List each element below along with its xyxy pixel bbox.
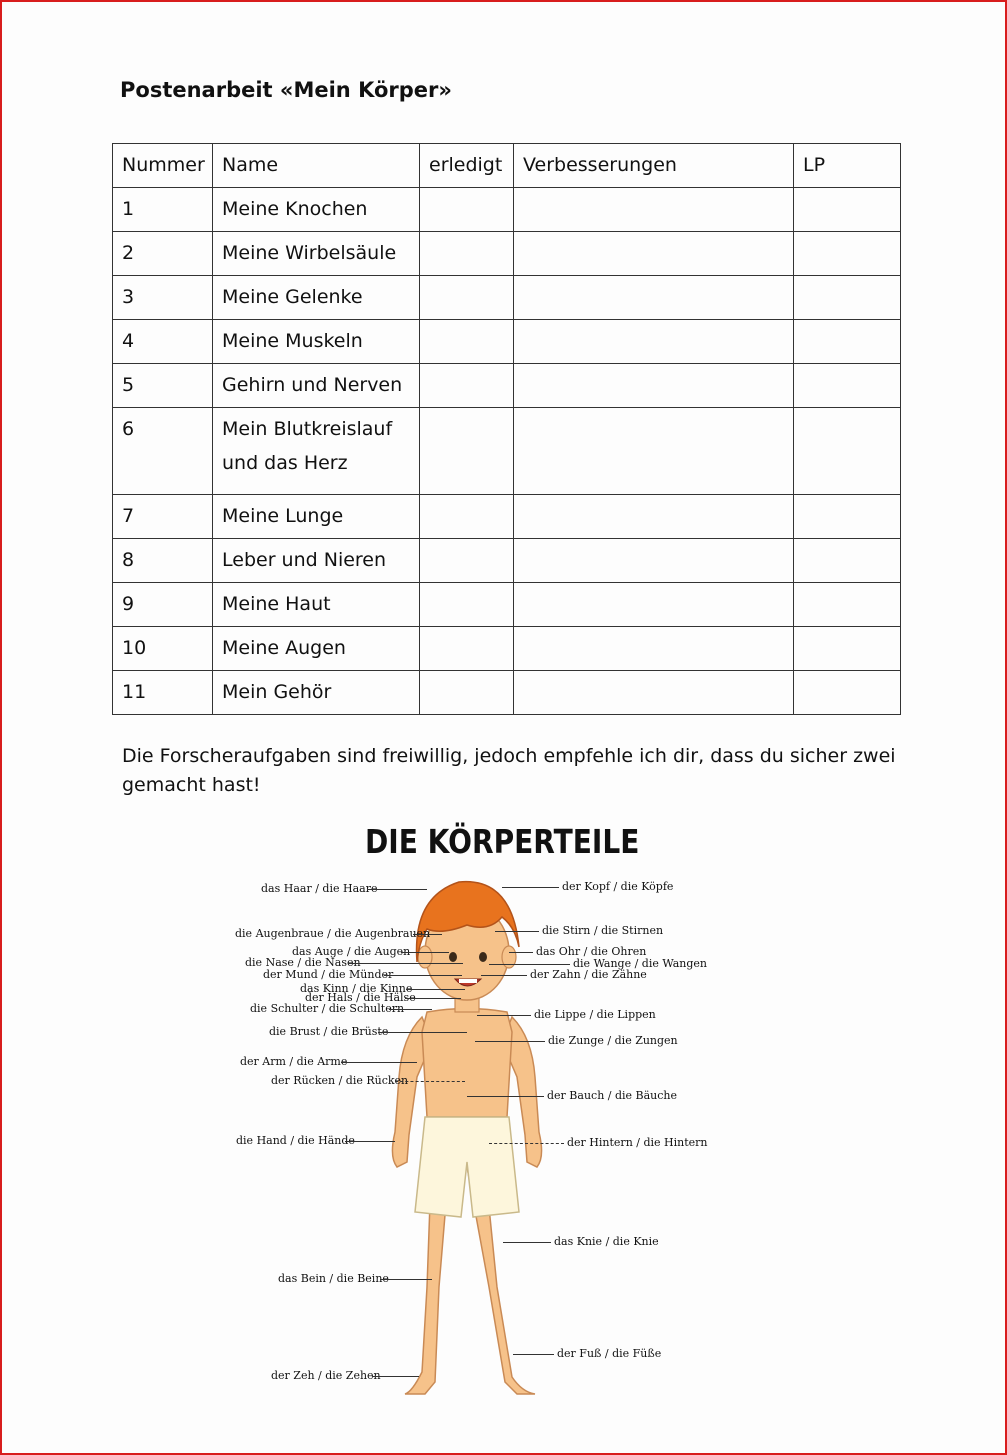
row-number-text: 5 [122,374,135,396]
erledigt-cell[interactable] [420,583,514,627]
table-row [113,276,901,320]
row-number [113,188,213,232]
leader-line [367,889,427,890]
verbesserungen-cell[interactable] [514,495,794,539]
row-name-text: Meine Wirbelsäule [222,242,397,264]
leader-line [395,1081,465,1082]
row-name [213,232,420,276]
body-label-right: der Bauch / die Bäuche [547,1089,678,1102]
verbesserungen-cell[interactable] [514,320,794,364]
verbesserungen-cell[interactable] [514,583,794,627]
body-label-right: der Zahn / die Zähne [530,968,647,981]
lp-cell[interactable] [794,583,901,627]
erledigt-cell[interactable] [420,276,514,320]
lp-cell[interactable] [794,408,901,495]
erledigt-cell[interactable] [420,495,514,539]
figure-title: DIE KÖRPERTEILE [365,822,640,861]
row-name [213,364,420,408]
leader-line [503,1242,551,1243]
row-number [113,583,213,627]
leader-line [384,975,462,976]
body-label-right: die Lippe / die Lippen [534,1008,656,1021]
leader-line [341,1062,417,1063]
body-label-left: die Hand / die Hände [236,1134,355,1147]
leader-line [502,887,559,888]
leader-line [467,1096,544,1097]
verbesserungen-cell[interactable] [514,188,794,232]
lp-cell[interactable] [794,671,901,715]
leader-line [495,931,539,932]
body-label-left: das Haar / die Haare [261,882,378,895]
row-number-text: 1 [122,198,135,220]
body-label-right: die Zunge / die Zungen [548,1034,678,1047]
row-number [113,627,213,671]
header-cell: Name [213,144,420,188]
leader-line [489,964,570,965]
row-number-text: 2 [122,242,135,264]
body-label-left: das Bein / die Beine [278,1272,389,1285]
header-cell: Nummer [113,144,213,188]
verbesserungen-cell[interactable] [514,539,794,583]
leader-line [405,998,461,999]
page-title: Postenarbeit «Mein Körper» [120,78,452,102]
row-name-text: Meine Knochen [222,198,368,220]
leader-line [389,1009,432,1010]
erledigt-cell[interactable] [420,671,514,715]
row-name-text: Gehirn und Nerven [222,374,403,396]
erledigt-cell[interactable] [420,408,514,495]
row-number-text: 8 [122,549,135,571]
body-parts-figure [227,817,717,1407]
leader-line [401,952,449,953]
station-table [112,143,901,715]
header-cell: erledigt [420,144,514,188]
lp-cell[interactable] [794,364,901,408]
row-number-text: 10 [122,637,147,659]
row-name-text: Meine Augen [222,637,346,659]
leader-line [475,1041,545,1042]
table-row [113,583,901,627]
verbesserungen-cell[interactable] [514,627,794,671]
row-name-text: Leber und Nieren [222,549,387,571]
lp-cell[interactable] [794,188,901,232]
row-number [113,408,213,495]
erledigt-cell[interactable] [420,627,514,671]
erledigt-cell[interactable] [420,232,514,276]
body-label-left: der Zeh / die Zehen [271,1369,381,1382]
row-number [113,364,213,408]
leader-line [345,1141,395,1142]
row-number-text: 3 [122,286,135,308]
leader-line [348,963,463,964]
table-row [113,495,901,539]
table-row [113,408,901,495]
row-name [213,408,420,495]
body-label-left: der Rücken / die Rücken [271,1074,409,1087]
erledigt-cell[interactable] [420,364,514,408]
verbesserungen-cell[interactable] [514,276,794,320]
row-number [113,276,213,320]
body-label-left: das Auge / die Augen [292,945,411,958]
row-name [213,627,420,671]
row-name-text: Meine Lunge [222,505,344,527]
row-number-text: 9 [122,593,135,615]
row-number-text: 6 [122,418,135,440]
verbesserungen-cell[interactable] [514,364,794,408]
row-name-text: Meine Haut [222,593,331,615]
table-row [113,364,901,408]
row-number-text: 7 [122,505,135,527]
body-label-right: das Knie / die Knie [554,1235,659,1248]
body-label-left: das Kinn / die Kinne [300,982,413,995]
body-label-left: die Brust / die Brüste [269,1025,389,1038]
row-name [213,320,420,364]
erledigt-cell[interactable] [420,320,514,364]
lp-cell[interactable] [794,495,901,539]
leader-line [380,1279,432,1280]
leader-line [509,952,533,953]
header-cell: Verbesserungen [514,144,794,188]
row-number [113,671,213,715]
body-label-left: die Schulter / die Schultern [250,1002,405,1015]
body-label-left: der Mund / die Münder [263,968,394,981]
table-row [113,671,901,715]
row-name-text: Meine Gelenke [222,286,363,308]
row-name [213,188,420,232]
row-name-text: Mein Gehör [222,681,332,703]
body-label-right: der Hintern / die Hintern [567,1136,708,1149]
verbesserungen-cell[interactable] [514,232,794,276]
leader-line [406,989,465,990]
body-label-right: die Wange / die Wangen [573,957,708,970]
row-name [213,495,420,539]
leader-line [413,934,442,935]
row-name [213,671,420,715]
table-row [113,232,901,276]
table-row [113,627,901,671]
table-row [113,188,901,232]
leader-line [372,1376,419,1377]
body-label-right: der Kopf / die Köpfe [562,880,674,893]
header-cell: LP [794,144,901,188]
leader-line [477,1015,531,1016]
verbesserungen-cell[interactable] [514,671,794,715]
table-header-row [113,144,901,188]
row-number [113,232,213,276]
leader-line [481,975,527,976]
body-label-left: der Arm / die Arme [240,1055,348,1068]
row-name [213,583,420,627]
verbesserungen-cell[interactable] [514,408,794,495]
body-label-left: der Hals / die Hälse [305,991,416,1004]
row-name-text: Meine Muskeln [222,330,363,352]
lp-cell[interactable] [794,320,901,364]
lp-cell[interactable] [794,539,901,583]
leader-line [489,1143,564,1144]
erledigt-cell[interactable] [420,539,514,583]
body-label-right: das Ohr / die Ohren [536,945,647,958]
lp-cell[interactable] [794,627,901,671]
row-number [113,495,213,539]
body-label-left: die Augenbraue / die Augenbrauen [235,927,431,940]
erledigt-cell[interactable] [420,188,514,232]
row-name [213,539,420,583]
lp-cell[interactable] [794,276,901,320]
body-label-right: der Fuß / die Füße [557,1347,662,1360]
boy-illustration [227,817,717,1407]
row-name [213,276,420,320]
table-row [113,539,901,583]
row-name-text: Mein Blutkreislauf [222,418,393,440]
leader-line [513,1354,554,1355]
row-number [113,320,213,364]
row-number-text: 4 [122,330,135,352]
table-row [113,320,901,364]
row-number-text: 11 [122,681,147,703]
leader-line [378,1032,467,1033]
body-label-left: die Nase / die Nasen [245,956,361,969]
row-number [113,539,213,583]
instruction-note: Die Forscheraufgaben sind freiwillig, jedoch empfehle ich dir, dass du sicher zwei gemacht hast! [122,745,896,796]
row-name-continued: und das Herz [222,452,348,474]
lp-cell[interactable] [794,232,901,276]
body-label-right: die Stirn / die Stirnen [542,924,664,937]
